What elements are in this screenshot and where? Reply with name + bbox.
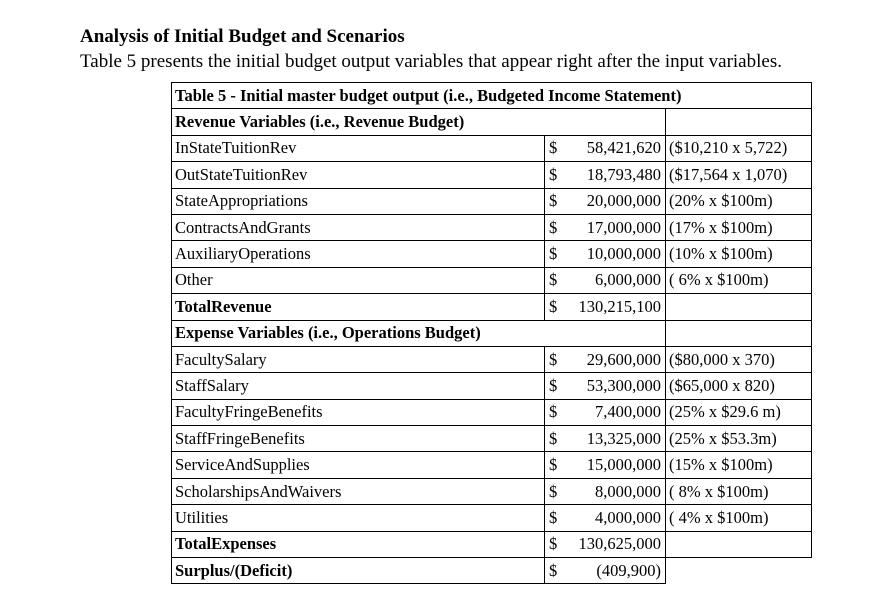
surplus-deficit-amount xyxy=(545,558,666,584)
table-row xyxy=(172,426,812,452)
row-label: InStateTuitionRev xyxy=(172,135,545,161)
row-calculation: (17% x $100m) xyxy=(666,214,812,240)
table-row xyxy=(172,478,812,504)
currency-symbol: $ xyxy=(549,217,558,237)
empty-cell xyxy=(666,109,812,135)
currency-symbol: $ xyxy=(549,191,558,211)
currency-symbol: $ xyxy=(549,428,558,448)
row-amount xyxy=(545,505,666,531)
currency-symbol: $ xyxy=(549,402,558,422)
row-label: FacultySalary xyxy=(172,346,545,372)
amount-value: 10,000,000 xyxy=(586,244,661,264)
row-calculation: ($80,000 x 370) xyxy=(666,346,812,372)
row-label: FacultyFringeBenefits xyxy=(172,399,545,425)
currency-symbol: $ xyxy=(549,349,558,369)
currency-symbol: $ xyxy=(549,534,558,554)
table-row xyxy=(172,452,812,478)
table-row xyxy=(172,346,812,372)
revenue-header: Revenue Variables (i.e., Revenue Budget) xyxy=(172,109,666,135)
amount-value: 130,215,100 xyxy=(578,296,661,316)
empty-cell xyxy=(666,294,812,320)
row-amount xyxy=(545,188,666,214)
table-row xyxy=(172,267,812,293)
amount-value: (409,900) xyxy=(596,560,661,580)
row-label: Utilities xyxy=(172,505,545,531)
total-revenue-label: TotalRevenue xyxy=(172,294,545,320)
row-calculation: (25% x $29.6 m) xyxy=(666,399,812,425)
row-calculation: ( 8% x $100m) xyxy=(666,478,812,504)
amount-value: 58,421,620 xyxy=(586,138,661,158)
currency-symbol: $ xyxy=(549,560,558,580)
row-calculation: (20% x $100m) xyxy=(666,188,812,214)
amount-value: 15,000,000 xyxy=(586,455,661,475)
row-label: AuxiliaryOperations xyxy=(172,241,545,267)
row-amount xyxy=(545,214,666,240)
amount-value: 7,400,000 xyxy=(595,402,661,422)
row-label: ContractsAndGrants xyxy=(172,214,545,240)
empty-cell xyxy=(666,531,812,557)
row-calculation: ($10,210 x 5,722) xyxy=(666,135,812,161)
amount-value: 53,300,000 xyxy=(586,375,661,395)
total-expenses-label: TotalExpenses xyxy=(172,531,545,557)
section-heading: Analysis of Initial Budget and Scenarios xyxy=(80,26,405,47)
total-expenses-amount xyxy=(545,531,666,557)
table-row xyxy=(172,135,812,161)
row-amount xyxy=(545,373,666,399)
row-calculation: ( 6% x $100m) xyxy=(666,267,812,293)
table-row xyxy=(172,399,812,425)
row-amount xyxy=(545,426,666,452)
row-calculation: ( 4% x $100m) xyxy=(666,505,812,531)
row-calculation: ($65,000 x 820) xyxy=(666,373,812,399)
total-revenue-row xyxy=(172,294,812,320)
row-amount xyxy=(545,399,666,425)
table-row xyxy=(172,373,812,399)
row-amount xyxy=(545,267,666,293)
row-label: OutStateTuitionRev xyxy=(172,162,545,188)
currency-symbol: $ xyxy=(549,507,558,527)
table-row xyxy=(172,241,812,267)
amount-value: 6,000,000 xyxy=(595,270,661,290)
amount-value: 13,325,000 xyxy=(586,428,661,448)
row-label: StaffFringeBenefits xyxy=(172,426,545,452)
currency-symbol: $ xyxy=(549,164,558,184)
row-calculation: (25% x $53.3m) xyxy=(666,426,812,452)
amount-value: 4,000,000 xyxy=(595,507,661,527)
amount-value: 20,000,000 xyxy=(586,191,661,211)
amount-value: 29,600,000 xyxy=(586,349,661,369)
surplus-deficit-label: Surplus/(Deficit) xyxy=(172,558,545,584)
surplus-deficit-row xyxy=(172,558,812,584)
empty-cell xyxy=(666,320,812,346)
currency-symbol: $ xyxy=(549,296,558,316)
row-amount xyxy=(545,478,666,504)
amount-value: 130,625,000 xyxy=(578,534,661,554)
row-amount xyxy=(545,162,666,188)
row-label: StateAppropriations xyxy=(172,188,545,214)
total-expenses-row xyxy=(172,531,812,557)
currency-symbol: $ xyxy=(549,455,558,475)
table-row xyxy=(172,162,812,188)
revenue-header-row xyxy=(172,109,812,135)
amount-value: 8,000,000 xyxy=(595,481,661,501)
amount-value: 17,000,000 xyxy=(586,217,661,237)
row-amount xyxy=(545,452,666,478)
row-label: Other xyxy=(172,267,545,293)
table-row xyxy=(172,188,812,214)
row-amount xyxy=(545,241,666,267)
row-calculation: ($17,564 x 1,070) xyxy=(666,162,812,188)
row-label: ScholarshipsAndWaivers xyxy=(172,478,545,504)
row-calculation: (10% x $100m) xyxy=(666,241,812,267)
table-row xyxy=(172,214,812,240)
row-calculation: (15% x $100m) xyxy=(666,452,812,478)
expense-header-row xyxy=(172,320,812,346)
table-title-row xyxy=(172,83,812,109)
amount-value: 18,793,480 xyxy=(586,164,661,184)
currency-symbol: $ xyxy=(549,138,558,158)
empty-cell xyxy=(666,558,812,584)
table-title: Table 5 - Initial master budget output (i.e., Budgeted Income Statement) xyxy=(172,83,812,109)
total-revenue-amount xyxy=(545,294,666,320)
budget-table xyxy=(171,82,812,584)
currency-symbol: $ xyxy=(549,244,558,264)
row-amount xyxy=(545,135,666,161)
row-label: StaffSalary xyxy=(172,373,545,399)
intro-paragraph: Table 5 presents the initial budget output variables that appear right after the input variables. xyxy=(80,51,782,72)
currency-symbol: $ xyxy=(549,481,558,501)
currency-symbol: $ xyxy=(549,270,558,290)
expense-header: Expense Variables (i.e., Operations Budget) xyxy=(172,320,666,346)
row-amount xyxy=(545,346,666,372)
currency-symbol: $ xyxy=(549,375,558,395)
row-label: ServiceAndSupplies xyxy=(172,452,545,478)
table-row xyxy=(172,505,812,531)
